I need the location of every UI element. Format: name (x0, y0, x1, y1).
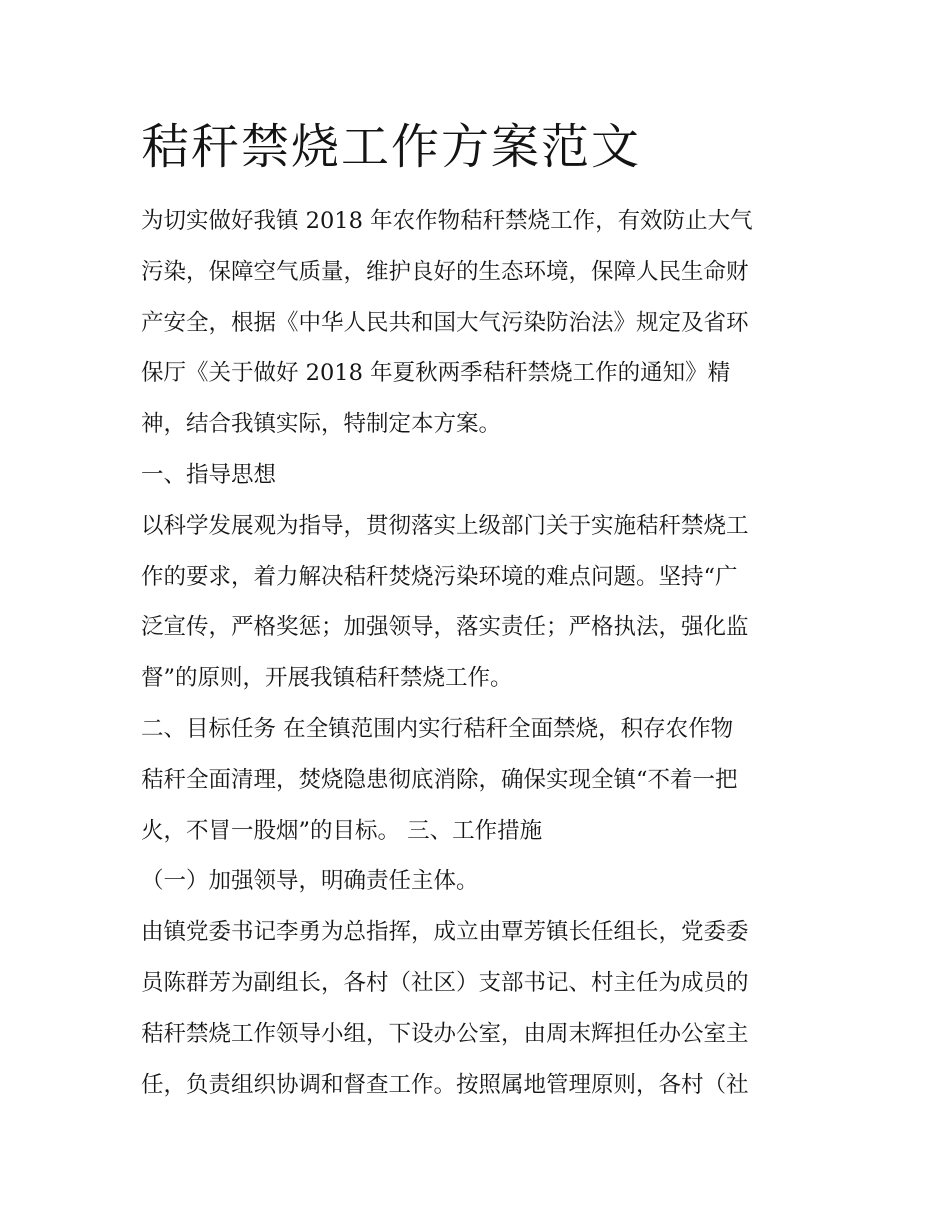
text-line-leadership-1: 由镇党委书记李勇为总指挥，成立由覃芳镇长任组长，党委委 (141, 919, 749, 946)
text-line-leadership-3: 秸秆禁烧工作领导小组，下设办公室，由周末辉担任办公室主 (141, 1020, 749, 1047)
text-line-intro-4: 保厅《关于做好 2018 年夏秋两季秸秆禁烧工作的通知》精 (141, 360, 731, 387)
text-line-goals-2: 秸秆全面清理，焚烧隐患彻底消除，确保实现全镇“不着一把 (141, 766, 738, 793)
text-line-leadership-4: 任，负责组织协调和督查工作。按照属地管理原则，各村（社 (141, 1071, 749, 1098)
text-line-goals-1: 二、目标任务 在全镇范围内实行秸秆全面禁烧，积存农作物 (141, 715, 734, 742)
text-line-guiding-3: 泛宣传，严格奖惩；加强领导，落实责任；严格执法，强化监 (141, 614, 749, 641)
subheading-leadership: （一）加强领导，明确责任主体。 (141, 868, 479, 895)
section-heading-guiding-ideology: 一、指导思想 (141, 461, 277, 488)
text-line-leadership-2: 员陈群芳为副组长，各村（社区）支部书记、村主任为成员的 (141, 969, 749, 996)
text-line-guiding-1: 以科学发展观为指导，贯彻落实上级部门关于实施秸秆禁烧工 (141, 512, 749, 539)
text-line-intro-3: 产安全，根据《中华人民共和国大气污染防治法》规定及省环 (141, 309, 749, 336)
document-body (141, 196, 813, 1110)
document-title: 秸秆禁烧工作方案范文 (141, 119, 642, 175)
text-line-guiding-2: 作的要求，着力解决秸秆焚烧污染环境的难点问题。坚持“广 (141, 563, 738, 590)
text-line-intro-2: 污染，保障空气质量，维护良好的生态环境，保障人民生命财 (141, 258, 749, 285)
text-line-guiding-4: 督”的原则，开展我镇秸秆禁烧工作。 (141, 665, 513, 692)
text-line-intro-5: 神，结合我镇实际，特制定本方案。 (141, 411, 502, 438)
text-line-goals-3: 火，不冒一股烟”的目标。 三、工作措施 (141, 817, 543, 844)
text-line-intro-1: 为切实做好我镇 2018 年农作物秸秆禁烧工作，有效防止大气 (141, 208, 753, 234)
document-page (141, 112, 813, 1110)
